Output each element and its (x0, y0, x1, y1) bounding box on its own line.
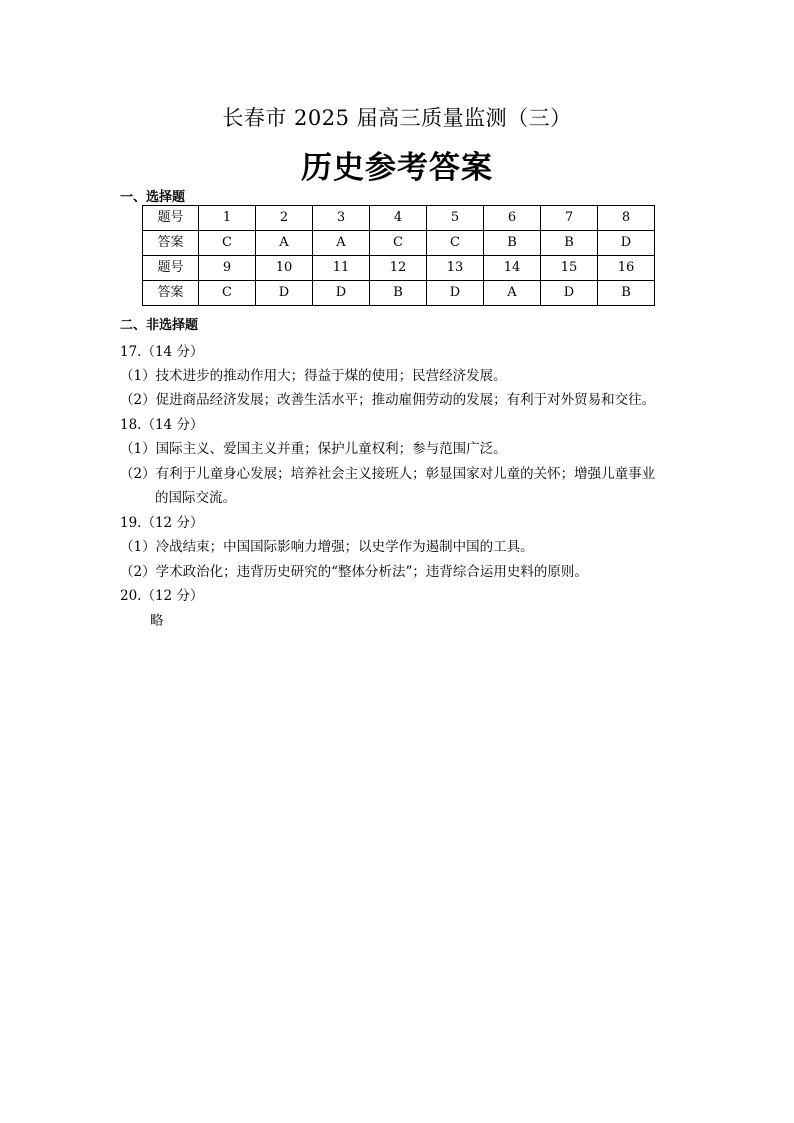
table-cell: 16 (598, 256, 655, 281)
table-cell: 6 (484, 206, 541, 231)
table-cell: C (199, 281, 256, 306)
table-cell: C (199, 231, 256, 256)
table-cell: 2 (256, 206, 313, 231)
row-label: 题号 (143, 256, 199, 281)
table-row (143, 281, 655, 306)
question-17-answer-1: （1）技术进步的推动作用大；得益于煤的使用；民营经济发展。 (120, 368, 507, 384)
page-subtitle: 历史参考答案 (301, 150, 493, 186)
table-cell: B (370, 281, 427, 306)
row-label: 答案 (143, 231, 199, 256)
row-label: 答案 (143, 281, 199, 306)
table-cell: 12 (370, 256, 427, 281)
table-cell: 13 (427, 256, 484, 281)
table-cell: A (256, 231, 313, 256)
question-18-title: 18.（14 分） (120, 417, 204, 433)
table-cell: C (427, 231, 484, 256)
table-cell: B (598, 281, 655, 306)
table-cell: D (541, 281, 598, 306)
question-17-answer-2: （2）促进商品经济发展；改善生活水平；推动雇佣劳动的发展；有利于对外贸易和交往。 (120, 392, 656, 408)
section-heading-choice: 一、选择题 (120, 190, 186, 205)
table-cell: A (484, 281, 541, 306)
table-cell: 14 (484, 256, 541, 281)
question-19-answer-2: （2）学术政治化；违背历史研究的“整体分析法”；违背综合运用史料的原则。 (120, 564, 588, 580)
table-cell: 3 (313, 206, 370, 231)
table-row (143, 206, 655, 231)
question-18-answer-1: （1）国际主义、爱国主义并重；保护儿童权利；参与范围广泛。 (120, 441, 507, 457)
question-19-answer-1: （1）冷战结束；中国国际影响力增强；以史学作为遏制中国的工具。 (120, 539, 534, 555)
table-cell: 7 (541, 206, 598, 231)
page-title: 长春市 2025 届高三质量监测（三） (222, 106, 572, 130)
question-18-answer-2-continued: 的国际交流。 (155, 490, 236, 506)
table-cell: A (313, 231, 370, 256)
table-cell: D (427, 281, 484, 306)
table-cell: 11 (313, 256, 370, 281)
table-cell: 8 (598, 206, 655, 231)
table-cell: B (484, 231, 541, 256)
table-row (143, 256, 655, 281)
table-cell: 4 (370, 206, 427, 231)
table-cell: 5 (427, 206, 484, 231)
question-20-answer: 略 (150, 613, 164, 629)
table-cell: C (370, 231, 427, 256)
row-label: 题号 (143, 206, 199, 231)
question-17-title: 17.（14 分） (120, 344, 204, 360)
table-cell: 10 (256, 256, 313, 281)
table-cell: B (541, 231, 598, 256)
question-19-title: 19.（12 分） (120, 515, 204, 531)
question-20-title: 20.（12 分） (120, 588, 204, 604)
table-cell: 15 (541, 256, 598, 281)
table-cell: D (598, 231, 655, 256)
question-18-answer-2: （2）有利于儿童身心发展；培养社会主义接班人；彰显国家对儿童的关怀；增强儿童事业 (120, 466, 656, 482)
table-cell: D (256, 281, 313, 306)
table-cell: 1 (199, 206, 256, 231)
table-cell: 9 (199, 256, 256, 281)
table-row (143, 231, 655, 256)
answer-table (142, 205, 655, 306)
table-cell: D (313, 281, 370, 306)
section-heading-nonchoice: 二、非选择题 (120, 318, 199, 333)
